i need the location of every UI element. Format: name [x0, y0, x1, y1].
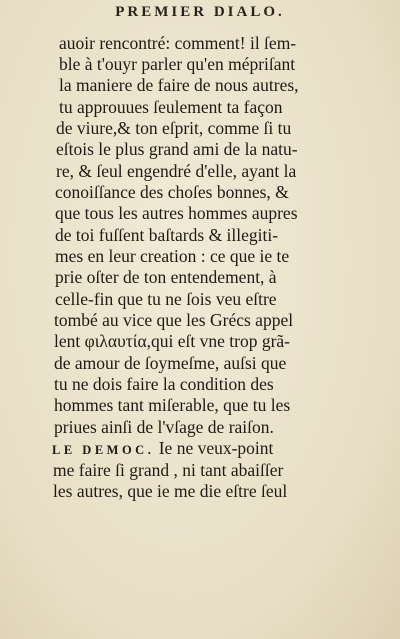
text-line: tu approuues ſeulement ta façon [59, 97, 283, 117]
speaker-label: LE DEMOC. [52, 443, 155, 457]
text-line: celle-fin que tu ne ſois veu eſtre [55, 289, 277, 309]
text-line: hommes tant miſerable, que tu les [54, 395, 291, 415]
text-line: tu ne dois faire la condition des [54, 374, 274, 394]
text-line: lent φιλαυτία,qui eſt vne trop grã- [54, 331, 291, 351]
text-line: priues ainſi de l'vſage de raiſon. [54, 417, 274, 437]
text-line: de amour de ſoymeſme, auſsi que [54, 353, 287, 373]
text-line: eſtois le plus grand ami de la natu- [56, 139, 298, 159]
text-line: de toi fuſſent baſtards & illegiti- [55, 225, 279, 245]
text-line: me faire ſi grand , ni tant abaiſſer [53, 460, 284, 480]
text-line: re, & ſeul engendré d'elle, ayant la [56, 161, 297, 181]
text-line: que tous les autres hommes aupres [55, 203, 298, 223]
text-line: conoiſſance des choſes bonnes, & [55, 182, 289, 202]
text-line: la maniere de faire de nous autres, [59, 75, 299, 95]
text-line: les autres, que ie me die eſtre ſeul [53, 481, 288, 501]
running-head: PREMIER DIALO. [115, 4, 285, 20]
speaker-line-text: Ie ne veux-point [158, 438, 274, 458]
text-line: mes en leur creation : ce que ie te [55, 246, 290, 266]
text-line: de viure,& ton eſprit, comme ſi tu [56, 118, 292, 138]
speaker-line [52, 438, 273, 460]
text-line: prie oſter de ton entendement, à [55, 267, 277, 287]
text-line: auoir rencontré: comment! il ſem- [59, 33, 297, 53]
text-line: tombé au vice que les Grécs appel [54, 310, 294, 330]
text-line: ble à t'ouyr parler qu'en mépriſant [59, 54, 296, 74]
